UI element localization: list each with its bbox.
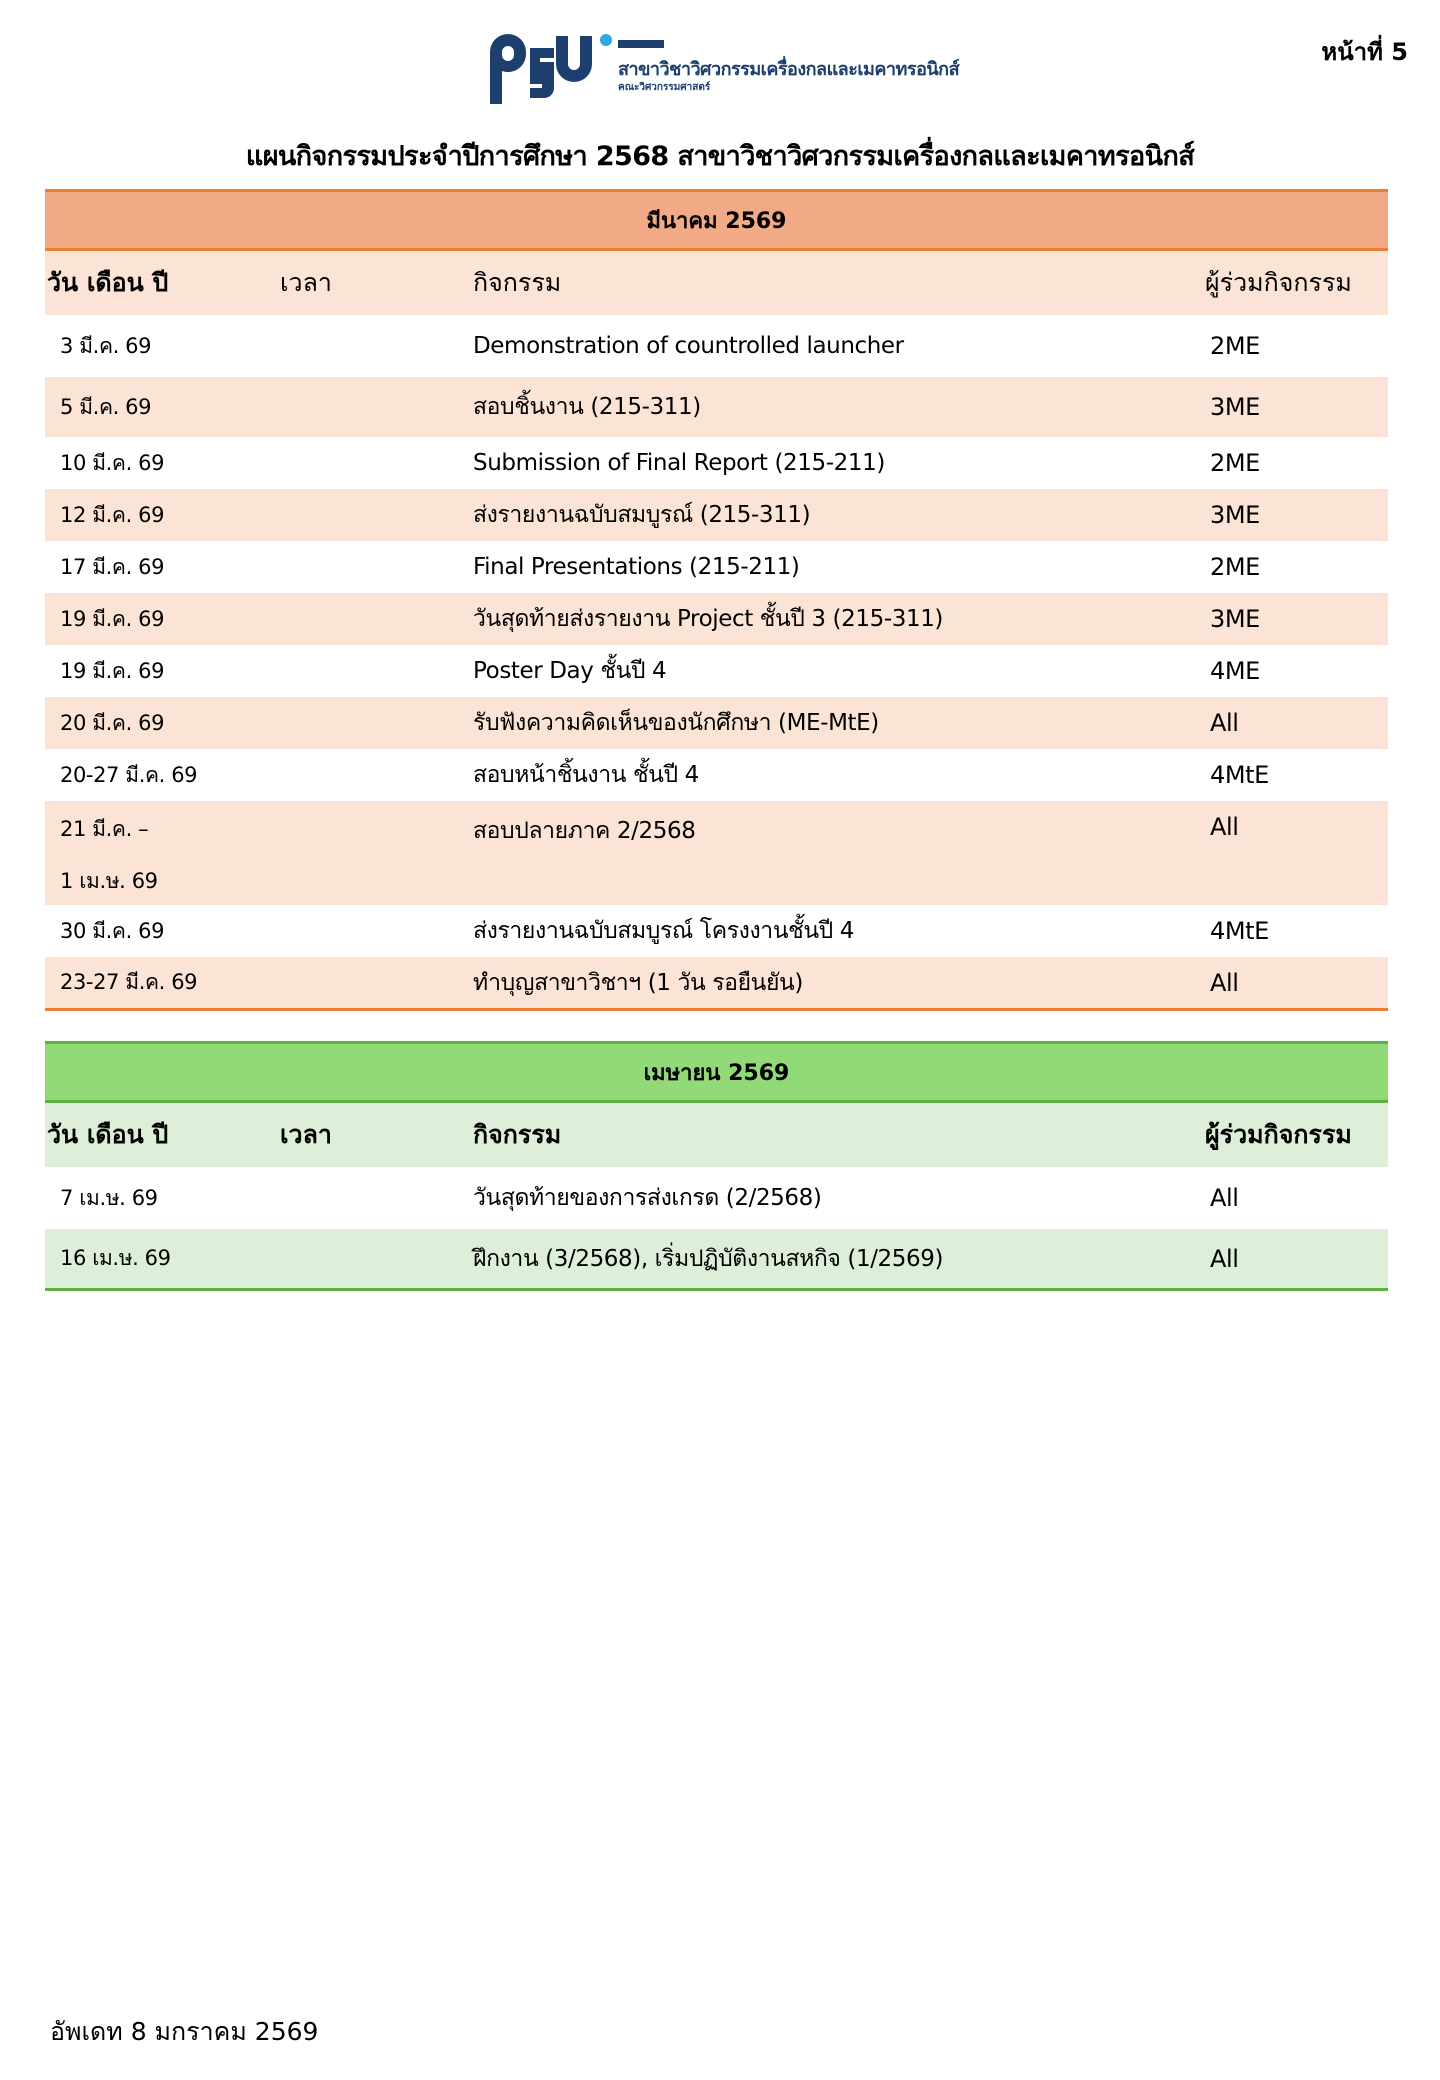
logo-dot-icon <box>600 34 612 46</box>
row-activity: Demonstration of countrolled launcher <box>473 333 904 359</box>
row-date: 7 เม.ษ. 69 <box>60 1185 158 1210</box>
col-header-date: วัน เดือน ปี <box>47 268 169 297</box>
row-activity: Poster Day ชั้นปี 4 <box>473 658 667 684</box>
march-table <box>45 189 1388 1011</box>
row-activity: วันสุดท้ายของการส่งเกรด (2/2568) <box>473 1185 822 1211</box>
row-date: 21 มี.ค. – <box>60 817 149 841</box>
march-column-headers <box>45 251 1388 315</box>
row-participants: All <box>1210 968 1239 997</box>
row-date: 19 มี.ค. 69 <box>60 658 165 683</box>
row-activity: สอบปลายภาค 2/2568 <box>473 818 696 844</box>
table-row <box>45 905 1388 957</box>
col-header-participants: ผู้ร่วมกิจกรรม <box>1205 268 1352 297</box>
psu-logo-mark-icon <box>486 32 594 108</box>
table-row <box>45 697 1388 749</box>
table-row <box>45 801 1388 905</box>
row-date: 3 มี.ค. 69 <box>60 333 152 358</box>
april-column-headers <box>45 1103 1388 1167</box>
col-header-participants: ผู้ร่วมกิจกรรม <box>1205 1120 1352 1149</box>
table-row <box>45 377 1388 437</box>
row-activity: Submission of Final Report (215-211) <box>473 450 885 476</box>
row-activity: วันสุดท้ายส่งรายงาน Project ชั้นปี 3 (215-311) <box>473 606 943 632</box>
logo-dash <box>618 40 664 48</box>
row-activity: ส่งรายงานฉบับสมบูรณ์ โครงงานชั้นปี 4 <box>473 918 855 944</box>
table-row <box>45 645 1388 697</box>
row-participants: 2ME <box>1210 332 1260 360</box>
row-participants: 3ME <box>1210 501 1260 529</box>
row-participants: 3ME <box>1210 605 1260 633</box>
row-date: 20 มี.ค. 69 <box>60 710 165 735</box>
row-date: 23-27 มี.ค. 69 <box>60 970 198 994</box>
row-date: 17 มี.ค. 69 <box>60 554 165 579</box>
col-header-activity: กิจกรรม <box>473 268 562 297</box>
march-heading: มีนาคม 2569 <box>45 189 1388 251</box>
table-row <box>45 541 1388 593</box>
row-date: 19 มี.ค. 69 <box>60 606 165 631</box>
col-header-time: เวลา <box>280 1120 332 1149</box>
row-participants: All <box>1210 709 1239 737</box>
document-title: แผนกิจกรรมประจำปีการศึกษา 2568 สาขาวิชาวิศวกรรมเครื่องกลและเมคาทรอนิกส์ <box>245 141 1195 172</box>
row-activity: ฝึกงาน (3/2568), เริ่มปฏิบัติงานสหกิจ (1/2569) <box>473 1245 944 1272</box>
row-participants: All <box>1210 813 1239 841</box>
table-row <box>45 593 1388 645</box>
table-row <box>45 489 1388 541</box>
row-activity: สอบหน้าชิ้นงาน ชั้นปี 4 <box>473 762 699 788</box>
logo-faculty: คณะวิศวกรรมศาสตร์ <box>618 82 711 93</box>
updated-date: อัพเดท 8 มกราคม 2569 <box>50 2017 319 2046</box>
table-row <box>45 437 1388 489</box>
page-number: หน้าที่ 5 <box>1321 38 1408 66</box>
row-activity: สอบชิ้นงาน (215-311) <box>473 394 701 420</box>
april-heading: เมษายน 2569 <box>45 1041 1388 1103</box>
row-date-line2: 1 เม.ษ. 69 <box>60 869 158 893</box>
row-participants: 3ME <box>1210 393 1260 421</box>
row-participants: 2ME <box>1210 553 1260 581</box>
row-participants: 4MtE <box>1210 761 1269 789</box>
row-date: 30 มี.ค. 69 <box>60 918 165 943</box>
row-date: 5 มี.ค. 69 <box>60 394 152 419</box>
row-participants: 2ME <box>1210 449 1260 477</box>
row-activity: Final Presentations (215-211) <box>473 554 800 580</box>
row-activity: ส่งรายงานฉบับสมบูรณ์ (215-311) <box>473 502 811 528</box>
row-date: 10 มี.ค. 69 <box>60 450 165 475</box>
row-participants: 4MtE <box>1210 917 1269 945</box>
col-header-activity: กิจกรรม <box>473 1120 562 1149</box>
row-participants: All <box>1210 1184 1239 1212</box>
table-row <box>45 1229 1388 1291</box>
psu-logo <box>486 32 966 108</box>
table-row <box>45 749 1388 801</box>
table-row <box>45 1167 1388 1229</box>
table-row <box>45 957 1388 1011</box>
row-activity: ทำบุญสาขาวิชาฯ (1 วัน รอยืนยัน) <box>473 969 803 996</box>
table-row <box>45 315 1388 377</box>
logo-department: สาขาวิชาวิศวกรรมเครื่องกลและเมคาทรอนิกส์ <box>618 59 960 80</box>
col-header-time: เวลา <box>280 268 332 297</box>
row-participants: 4ME <box>1210 657 1260 685</box>
row-participants: All <box>1210 1244 1239 1273</box>
april-table <box>45 1041 1388 1291</box>
col-header-date: วัน เดือน ปี <box>47 1120 169 1149</box>
row-activity: รับฟังความคิดเห็นของนักศึกษา (ME-MtE) <box>473 710 879 736</box>
row-date: 16 เม.ษ. 69 <box>60 1246 171 1270</box>
row-date: 20-27 มี.ค. 69 <box>60 762 198 787</box>
row-date: 12 มี.ค. 69 <box>60 502 165 527</box>
